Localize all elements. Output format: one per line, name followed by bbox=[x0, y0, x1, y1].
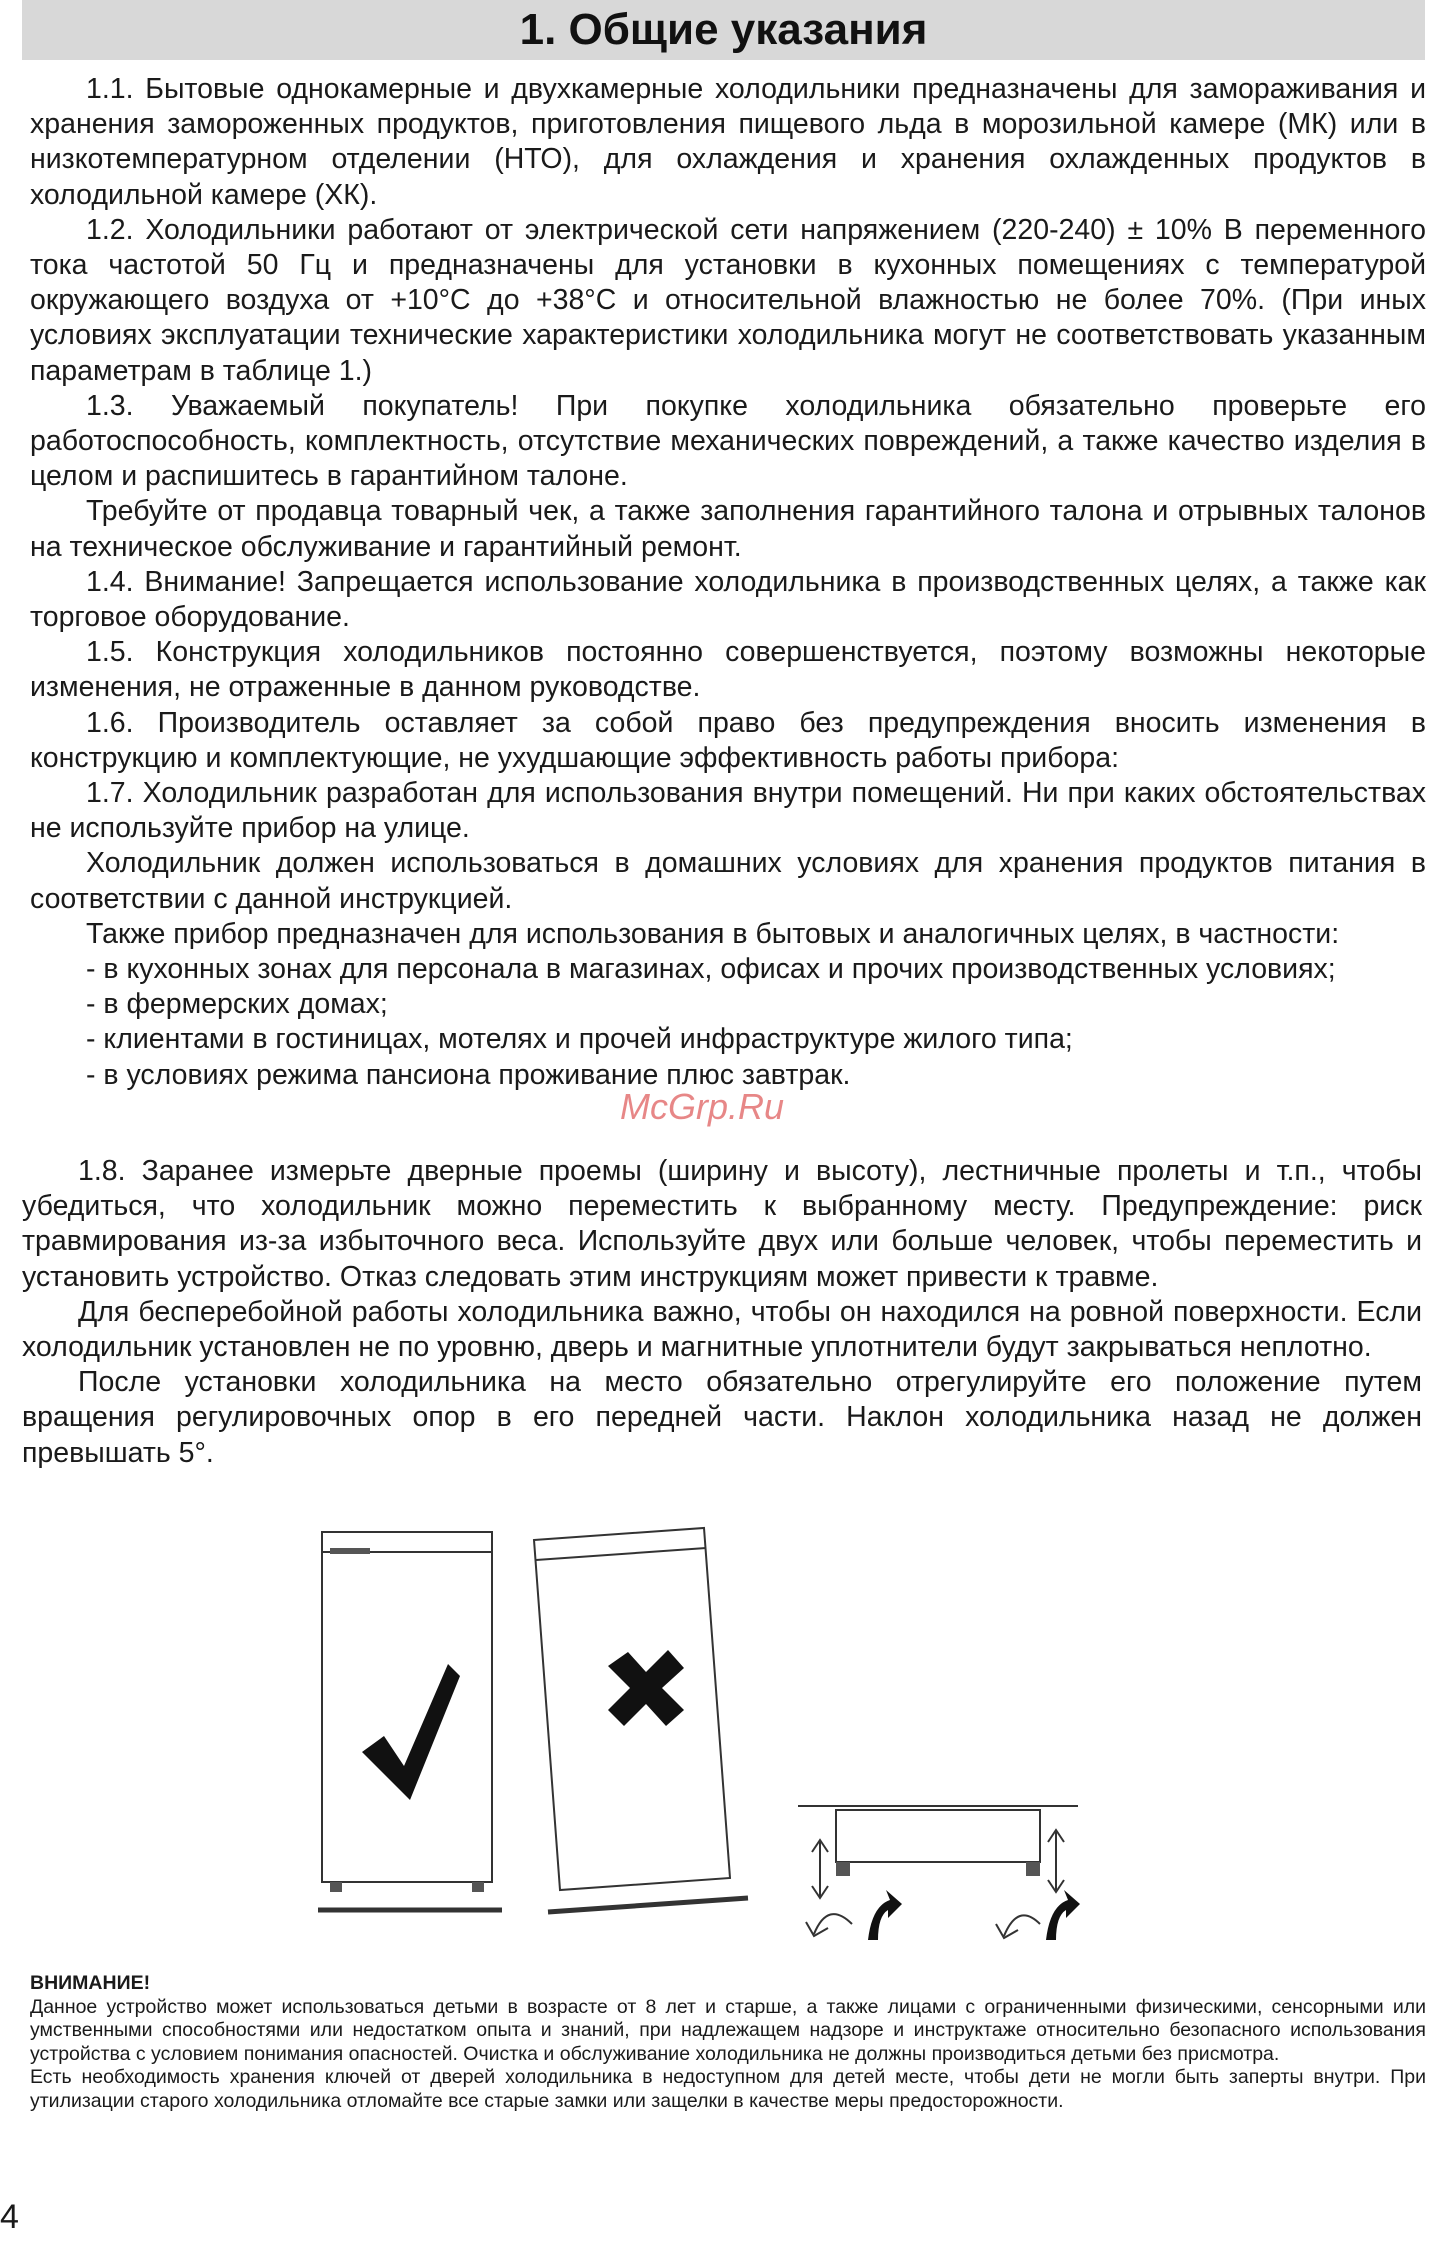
paragraph-similar-use: Также прибор предназначен для использования в бытовых и аналогичных целях, в частности: bbox=[86, 917, 1340, 950]
fridge-upright-figure bbox=[318, 1532, 502, 1910]
cross-icon bbox=[608, 1650, 684, 1726]
warning-title: ВНИМАНИЕ! bbox=[30, 1972, 151, 1994]
paragraph-1-5: 1.5. Конструкция холодильников постоянно совершенствуется, поэтому возможны некоторые изменения, не отраженные в данном руководстве. bbox=[30, 636, 1426, 704]
adjustable-foot-right bbox=[1026, 1862, 1040, 1876]
adjustable-foot-left bbox=[836, 1862, 850, 1876]
rotate-arrow-right-solid-icon bbox=[1046, 1890, 1080, 1940]
section-general bbox=[30, 72, 1426, 1093]
list-item: - в кухонных зонах для персонала в магазинах, офисах и прочих производственных условиях; bbox=[86, 953, 1336, 986]
fridge-upright-foot-left bbox=[330, 1882, 342, 1892]
paragraph-receipt: Требуйте от продавца товарный чек, а также заполнения гарантийного талона и отрывных талонов на техническое обслуживание и гарантийный ремонт. bbox=[30, 495, 1426, 563]
warning-paragraph-keys: Есть необходимость хранения ключей от дверей холодильника в недоступном для детей месте, чтобы дети не могли быть заперты внутри. При утилизации старого холодильника отломайте все старые замки или защелки в качестве меры предосторожности. bbox=[30, 2066, 1426, 2112]
fridge-tilted-figure bbox=[534, 1528, 748, 1912]
rotate-arrow-left-outline-icon bbox=[806, 1914, 852, 1936]
feet-diagram-fridge-base bbox=[836, 1810, 1040, 1862]
fridge-tilted-body bbox=[534, 1528, 730, 1890]
floor-line-tilted bbox=[548, 1898, 748, 1912]
title-bar bbox=[22, 0, 1425, 60]
paragraph-1-8: 1.8. Заранее измерьте дверные проемы (ширину и высоту), лестничные пролеты и т.п., чтобы убедиться, что холодильник можно переместить к выбранному месту. Предупреждение: риск травмирования из-за избыточного веса. Используйте двух или больше человек, чтобы переместить и установить устройство. Отказ следовать этим инструкциям может привести к травме. bbox=[22, 1155, 1422, 1293]
paragraph-1-6: 1.6. Производитель оставляет за собой право без предупреждения вносить изменения в конструкцию и комплектующие, не ухудшающие эффективность работы прибора: bbox=[30, 706, 1426, 774]
page-title: 1. Общие указания bbox=[519, 5, 928, 54]
fridge-tilted-top-line bbox=[536, 1548, 706, 1560]
rotate-arrow-right-outline-icon bbox=[996, 1915, 1040, 1938]
fridge-upright-handle bbox=[330, 1548, 370, 1554]
list-item: - в фермерских домах; bbox=[86, 988, 388, 1021]
list-item: - в условиях режима пансиона проживание плюс завтрак. bbox=[86, 1058, 851, 1091]
section-installation bbox=[22, 1154, 1422, 1471]
paragraph-1-3: 1.3. Уважаемый покупатель! При покупке холодильника обязательно проверьте его работоспособность, комплектность, отсутствие механических повреждений, а также качество изделия в целом и распишитесь в гарантийном талоне. bbox=[30, 389, 1426, 493]
checkmark-icon bbox=[362, 1664, 460, 1800]
fridge-upright-foot-right bbox=[472, 1882, 484, 1892]
paragraph-home-use: Холодильник должен использоваться в домашних условиях для хранения продуктов питания в соответствии с данной инструкцией. bbox=[30, 847, 1426, 915]
paragraph-level-surface: Для бесперебойной работы холодильника важно, чтобы он находился на ровной поверхности. Если холодильник установлен не по уровню, дверь и магнитные уплотнители будут закрываться неплотно. bbox=[22, 1295, 1422, 1364]
paragraph-1-2: 1.2. Холодильники работают от электрической сети напряжением (220-240) ± 10% В переменного тока частотой 50 Гц и предназначены для установки в кухонных помещениях с температурой окружающего воздуха от +10°C до +38°C и относительной влажностью не более 70%. (При иных условиях эксплуатации технические характеристики холодильника могут не соответствовать указанным параметрам в таблице 1.) bbox=[30, 213, 1426, 387]
feet-adjustment-figure bbox=[798, 1806, 1078, 1938]
watermark: McGrp.Ru bbox=[620, 1086, 785, 1127]
up-down-arrow-right-icon bbox=[1048, 1830, 1064, 1892]
usage-list bbox=[30, 952, 1426, 1093]
warning-block bbox=[30, 1972, 1426, 2114]
paragraph-adjust-feet: После установки холодильника на место обязательно отрегулируйте его положение путем вращения регулировочных опор в его передней части. Наклон холодильника назад не должен превышать 5°. bbox=[22, 1366, 1422, 1469]
paragraph-1-4: 1.4. Внимание! Запрещается использование холодильника в производственных целях, а также как торговое оборудование. bbox=[30, 565, 1426, 634]
fridge-upright-body bbox=[322, 1532, 492, 1882]
paragraph-1-1: 1.1. Бытовые однокамерные и двухкамерные холодильники предназначены для замораживания и хранения замороженных продуктов, приготовления пищевого льда в морозильной камере (МК) или в низкотемпературном отделении (НТО), для охлаждения и хранения охлажденных продуктов в холодильной камере (ХК). bbox=[30, 73, 1426, 211]
list-item: - клиентами в гостиницах, мотелях и прочей инфраструктуре жилого типа; bbox=[86, 1023, 1073, 1056]
warning-paragraph-children: Данное устройство может использоваться детьми в возрасте от 8 лет и старше, а также лицами с ограниченными физическими, сенсорными или умственными способностями или недостатком опыта и знаний, при надлежащем надзоре и инструктаже относительно безопасного использования устройства с условием понимания опасностей. Очистка и обслуживание холодильника не должны производиться детьми без присмотра. bbox=[30, 1995, 1426, 2065]
page-number: 4 bbox=[0, 2198, 19, 2236]
up-down-arrow-left-icon bbox=[812, 1840, 828, 1898]
rotate-arrow-left-solid-icon bbox=[868, 1890, 902, 1940]
paragraph-1-7: 1.7. Холодильник разработан для использования внутри помещений. Ни при каких обстоятельствах не используйте прибор на улице. bbox=[30, 777, 1426, 845]
